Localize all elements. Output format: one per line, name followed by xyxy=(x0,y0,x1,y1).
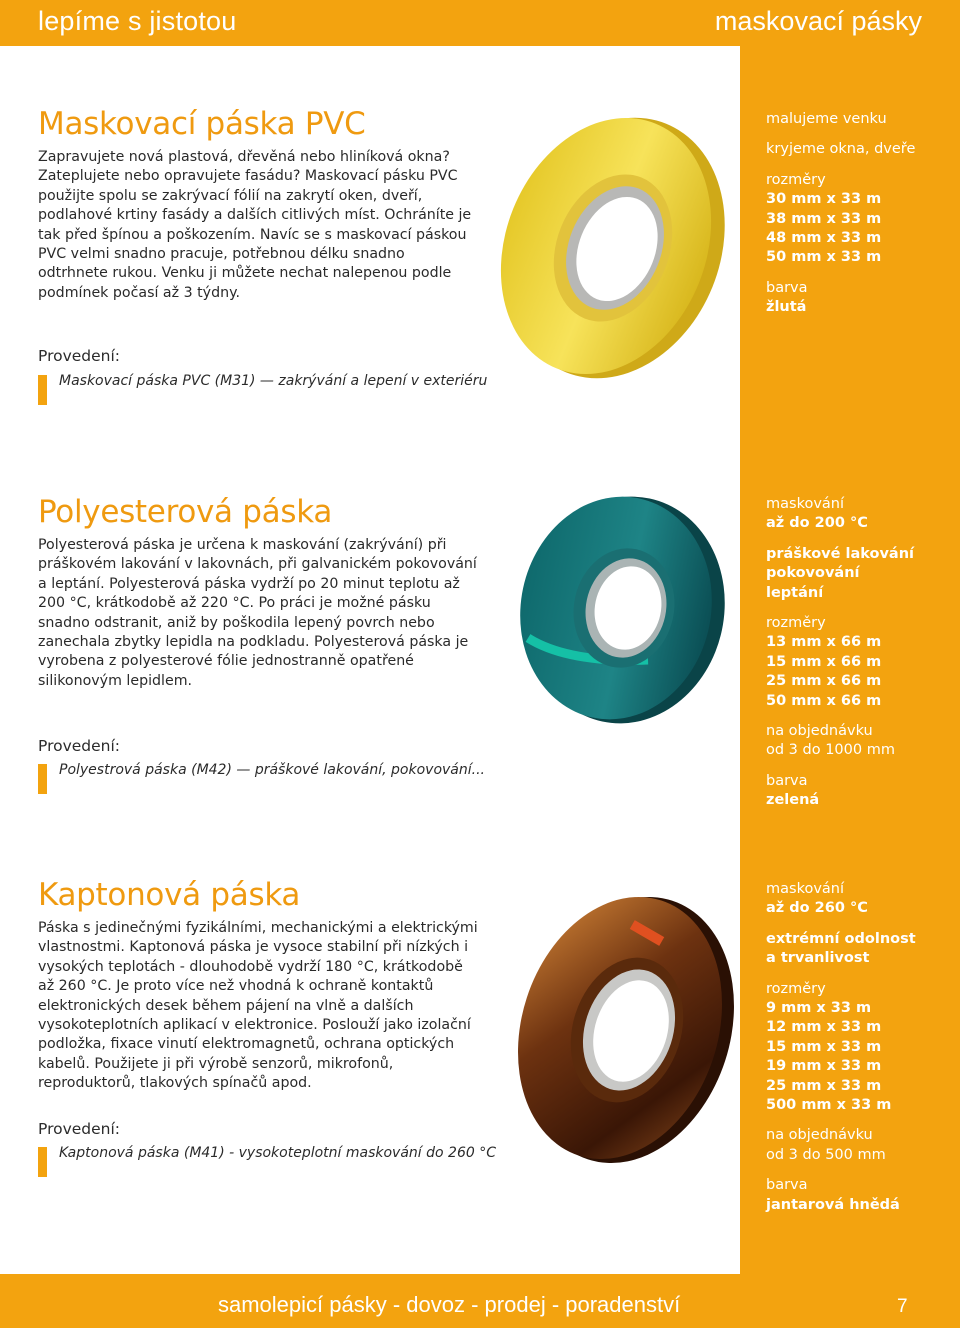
spec-use: a trvanlivost xyxy=(766,950,870,967)
footer-text: samolepicí pásky - dovoz - prodej - poradenství xyxy=(218,1292,681,1317)
green-tape-roll-photo xyxy=(498,488,738,733)
accent-bar xyxy=(38,764,47,794)
spec-size-label: rozměry xyxy=(766,615,826,632)
spec-size: 48 mm x 33 m xyxy=(766,230,882,247)
provedeni-label: Provedení: xyxy=(38,1120,121,1138)
spec-use: malujeme venku xyxy=(766,111,887,127)
spec-use: pokovování xyxy=(766,565,860,582)
spec-size: 30 mm x 33 m xyxy=(766,191,882,208)
spec-size: 9 mm x 33 m xyxy=(766,1000,872,1017)
spec-mask-label: maskování xyxy=(766,496,845,512)
spec-mask-value: až do 200 °C xyxy=(766,515,868,532)
spec-size: 13 mm x 66 m xyxy=(766,634,882,651)
section-description-kapton: Páska s jedinečnými fyzikálními, mechanickými a elektrickými vlastnostmi. Kaptonová páska je vysoce stabilní při nízkých i vysokých teplotách - dlouhodobě vydrží 180 °C, krátkodobě až 260 °C. Je proto více než vhodná k ochraně kontaktů elektronických desek během pájení na vlně a dalších vysokoteplotních aplikací v elektronice. Poslouží jako izolační podložka, fixace vinutí elektromagnetů, ochrana optických kabelů. Použijete ji při výrobě senzorů, mikrofonů, reproduktorů, tlakových spínačů apod. xyxy=(38,920,478,1092)
spec-size: 25 mm x 66 m xyxy=(766,673,882,690)
spec-size: 19 mm x 33 m xyxy=(766,1058,882,1075)
spec-use: extrémní odolnost xyxy=(766,930,916,947)
spec-order-value: od 3 do 1000 mm xyxy=(766,742,895,759)
spec-size: 12 mm x 33 m xyxy=(766,1019,882,1036)
section-title-kapton: Kaptonová páska xyxy=(38,877,301,913)
spec-size: 15 mm x 66 m xyxy=(766,653,882,670)
section-title-polyester: Polyesterová páska xyxy=(38,494,333,530)
spec-panel-kapton xyxy=(766,880,956,1215)
provedeni-item-pvc xyxy=(38,371,487,391)
section-description-pvc: Zapravujete nová plastová, dřevěná nebo hliníková okna? Zateplujete nebo opravujete fasádu? Maskovací pásku PVC použijte spolu se zakrývací fólií na zakrytí oken, dveří, podlahové krtiny fasády a dalších citlivých míst. Ochráníte je tak před špínou a poškozením. Navíc se s maskovací páskou PVC velmi snadno pracuje, potřebnou délku snadno odtrhnete rukou. Venku ji můžete nechat nalepenou podle podmínek počasí až 3 týdny. xyxy=(38,149,472,301)
spec-size: 38 mm x 33 m xyxy=(766,210,882,227)
spec-size: 50 mm x 33 m xyxy=(766,249,882,266)
spec-order-label: na objednávku xyxy=(766,723,873,740)
provedeni-label: Provedení: xyxy=(38,347,121,365)
spec-panel-pvc xyxy=(766,110,956,318)
accent-bar xyxy=(38,375,47,405)
spec-order-value: od 3 do 500 mm xyxy=(766,1146,886,1163)
spec-color-label: barva xyxy=(766,279,808,296)
spec-order-label: na objednávku xyxy=(766,1127,873,1144)
spec-color: jantarová hnědá xyxy=(766,1196,900,1213)
yellow-tape-roll-photo xyxy=(488,106,738,386)
spec-size-label: rozměry xyxy=(766,980,826,997)
spec-color-label: barva xyxy=(766,1177,808,1194)
provedeni-item-text: Polyestrová páska (M42) — práškové lakování, pokovování... xyxy=(59,762,485,778)
page-number: 7 xyxy=(897,1296,908,1317)
spec-size: 15 mm x 33 m xyxy=(766,1038,882,1055)
spec-size: 25 mm x 33 m xyxy=(766,1077,882,1094)
spec-panel-polyester xyxy=(766,495,956,811)
spec-use: práškové lakování xyxy=(766,545,914,562)
spec-size-label: rozměry xyxy=(766,171,826,188)
section-title-pvc: Maskovací páska PVC xyxy=(38,106,366,142)
spec-use: leptání xyxy=(766,584,824,601)
spec-size: 50 mm x 66 m xyxy=(766,692,882,709)
amber-tape-roll-photo xyxy=(500,880,740,1180)
provedeni-item-kapton xyxy=(38,1143,496,1163)
spec-color: zelená xyxy=(766,792,820,809)
header-category: maskovací pásky xyxy=(714,6,922,36)
provedeni-item-text: Kaptonová páska (M41) - vysokoteplotní maskování do 260 °C xyxy=(59,1145,496,1161)
provedeni-item-polyester xyxy=(38,760,485,780)
spec-mask-value: až do 260 °C xyxy=(766,900,868,917)
spec-use: kryjeme okna, dveře xyxy=(766,141,916,158)
provedeni-label: Provedení: xyxy=(38,737,121,755)
spec-color: žlutá xyxy=(766,299,807,316)
spec-mask-label: maskování xyxy=(766,881,845,897)
accent-bar xyxy=(38,1147,47,1177)
spec-size: 500 mm x 33 m xyxy=(766,1097,892,1114)
section-description-polyester: Polyesterová páska je určena k maskování (zakrývání) při práškovém lakování v lakovnách, při galvanickém pokovování a leptání. Polyesterová páska vydrží po 20 minut teplotu až 200 °C, krátkodobě až 220 °C. Po práci je možné pásku snadno odstranit, aniž by poškodila lepený povrch nebo zanechala zbytky lepidla na podkladu. Polyesterová páska je vyrobena z polyesterové fólie jednostranně opatřené silikonovým lepidlem. xyxy=(38,537,477,689)
provedeni-item-text: Maskovací páska PVC (M31) — zakrývání a lepení v exteriéru xyxy=(59,373,488,389)
header-slogan: lepíme s jistotou xyxy=(38,6,237,36)
spec-color-label: barva xyxy=(766,772,808,789)
